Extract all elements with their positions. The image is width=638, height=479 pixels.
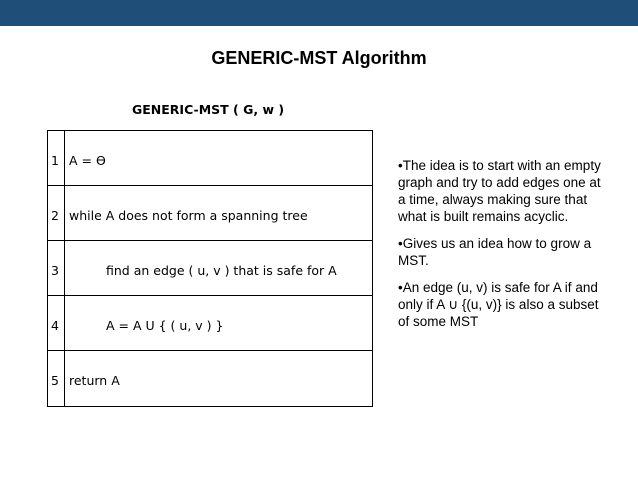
note-safe-edge: •An edge (u, v) is safe for A if and only if A ∪ {(u, v)} is also a subset of some MST <box>398 280 599 329</box>
algorithm-row <box>48 241 372 296</box>
algorithm-row <box>48 131 372 186</box>
column-divider <box>64 241 65 295</box>
column-divider <box>64 351 65 406</box>
line-number: 4 <box>51 318 59 333</box>
line-number: 2 <box>51 208 59 223</box>
line-number: 5 <box>51 373 59 388</box>
algorithm-table <box>47 130 373 407</box>
column-divider <box>64 186 65 240</box>
line-code: A = A U { ( u, v ) } <box>106 318 224 333</box>
column-divider <box>64 296 65 350</box>
line-number: 3 <box>51 263 59 278</box>
line-number: 1 <box>51 153 59 168</box>
line-code: while A does not form a spanning tree <box>69 208 308 223</box>
slide-title: GENERIC-MST Algorithm <box>211 48 427 68</box>
algorithm-row <box>48 351 372 406</box>
algorithm-signature: GENERIC-MST ( G, w ) <box>132 102 285 117</box>
line-code: find an edge ( u, v ) that is safe for A <box>106 263 337 278</box>
note-idea: •The idea is to start with an empty graph and try to add edges one at a time, always making sure that what is built remains acyclic. <box>398 158 601 224</box>
top-accent-bar <box>0 0 638 26</box>
algorithm-row <box>48 296 372 351</box>
algorithm-row <box>48 186 372 241</box>
line-code: return A <box>69 373 120 388</box>
notes-panel <box>398 157 608 340</box>
column-divider <box>64 131 65 185</box>
line-code: A = Ɵ <box>69 153 106 168</box>
note-grow-mst: •Gives us an idea how to grow a MST. <box>398 236 592 268</box>
